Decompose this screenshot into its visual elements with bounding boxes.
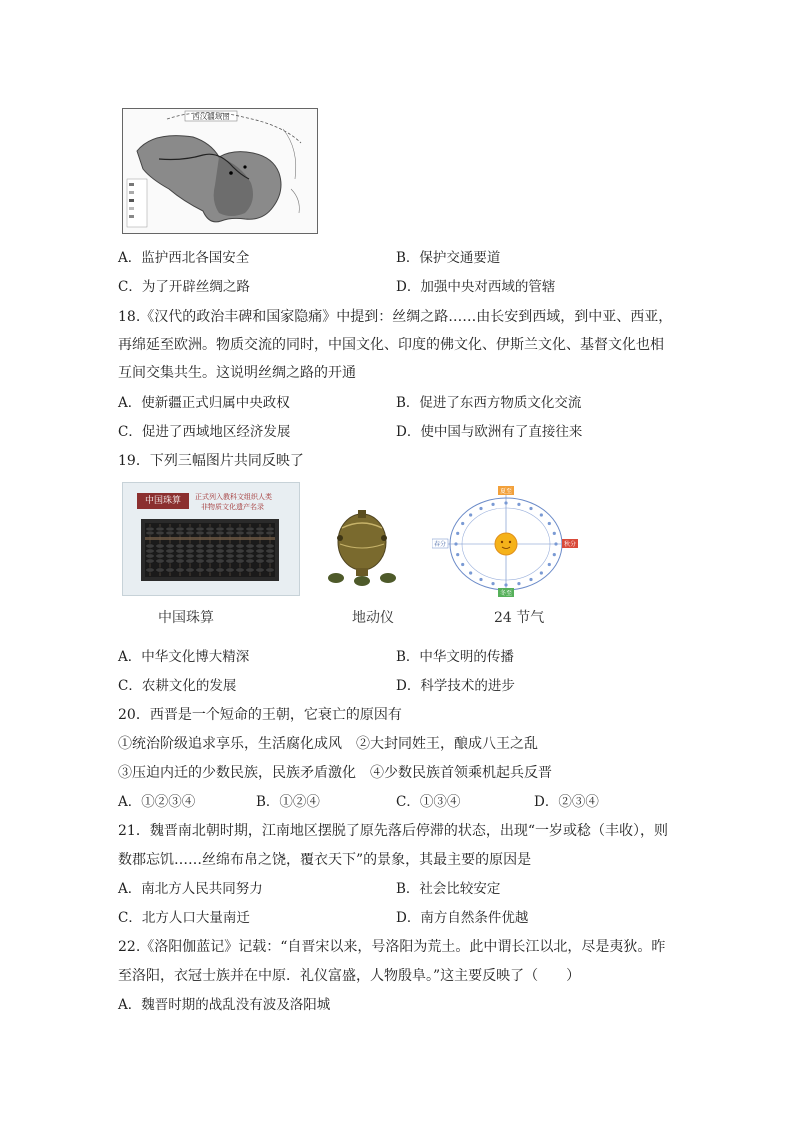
q19-stem: 19．下列三幅图片共同反映了 xyxy=(118,453,304,469)
q17-option-b: B．保护交通要道 xyxy=(396,250,501,266)
solar-label-right: 秋分 xyxy=(563,541,577,548)
q19-option-a: A．中华文化博大精深 xyxy=(118,649,250,665)
q20-option-c: C．①③④ xyxy=(396,794,461,810)
solar-label-left: 春分 xyxy=(433,541,447,548)
abacus-badge: 中国珠算 xyxy=(137,493,189,509)
q21-option-a: A．南北方人民共同努力 xyxy=(118,881,263,897)
q21-option-d: D．南方自然条件优越 xyxy=(396,910,529,926)
abacus-image xyxy=(122,482,300,596)
q21-stem-line-1: 21．魏晋南北朝时期，江南地区摆脱了原先落后停滞的状态，出现“一岁或稔（丰收），则 xyxy=(118,823,668,839)
seismograph-image xyxy=(318,504,406,588)
q20-option-d: D．②③④ xyxy=(534,794,599,810)
q22-stem-line-2: 至洛阳，衣冠士族并在中原．礼仪富盛，人物殷阜。”这主要反映了（ ） xyxy=(118,968,581,984)
q18-option-b: B．促进了东西方物质文化交流 xyxy=(396,395,582,411)
q18-stem-line-3: 互间交集共生。这说明丝绸之路的开通 xyxy=(118,365,356,381)
q21-stem-line-2: 数郡忘饥……丝绵布帛之饶，覆衣天下”的景象，其最主要的原因是 xyxy=(118,852,532,868)
solar-terms-image xyxy=(432,486,580,598)
q22-stem-line-1: 22.《洛阳伽蓝记》记载：“自晋宋以来，号洛阳为荒土。此中谓长江以北，尽是夷狄。昨 xyxy=(118,939,666,955)
q20-option-b: B．①②④ xyxy=(256,794,320,810)
q20-stem: 20．西晋是一个短命的王朝，它衰亡的原因有 xyxy=(118,707,402,723)
caption-solar-terms: 24 节气 xyxy=(494,610,545,626)
q18-stem-line-1: 18.《汉代的政治丰碑和国家隐痛》中提到：丝绸之路……由长安到西域，到中亚、西亚， xyxy=(118,309,673,325)
map-title: 西汉疆域图 xyxy=(192,112,230,121)
q22-option-a: A．魏晋时期的战乱没有波及洛阳城 xyxy=(118,997,331,1013)
q18-stem-line-2: 再绵延至欧洲。物质交流的同时，中国文化、印度的佛文化、伊斯兰文化、基督文化也相 xyxy=(118,337,664,353)
q17-option-c: C．为了开辟丝绸之路 xyxy=(118,279,250,295)
q20-statements-1: ①统治阶级追求享乐，生活腐化成风 ②大封同姓王，酿成八王之乱 xyxy=(118,736,538,752)
q17-option-a: A．监护西北各国安全 xyxy=(118,250,250,266)
q21-option-c: C．北方人口大量南迁 xyxy=(118,910,250,926)
han-territory-map xyxy=(122,108,318,234)
q18-option-d: D．使中国与欧洲有了直接往来 xyxy=(396,424,583,440)
q18-option-a: A．使新疆正式归属中央政权 xyxy=(118,395,290,411)
q18-option-c: C．促进了西域地区经济发展 xyxy=(118,424,291,440)
solar-label-top: 夏至 xyxy=(499,488,513,495)
caption-abacus: 中国珠算 xyxy=(158,610,214,626)
q21-option-b: B．社会比较安定 xyxy=(396,881,501,897)
abacus-banner-1: 正式列入教科文组织人类 xyxy=(195,493,272,501)
q19-option-b: B．中华文明的传播 xyxy=(396,649,514,665)
q19-option-d: D．科学技术的进步 xyxy=(396,678,515,694)
caption-seismograph: 地动仪 xyxy=(352,610,394,626)
q19-option-c: C．农耕文化的发展 xyxy=(118,678,237,694)
q20-option-a: A．①②③④ xyxy=(118,794,196,810)
abacus-banner-2: 非物质文化遗产名录 xyxy=(201,503,264,511)
solar-label-bottom: 冬至 xyxy=(499,590,513,597)
q17-option-d: D．加强中央对西域的管辖 xyxy=(396,279,556,295)
q20-statements-2: ③压迫内迁的少数民族，民族矛盾激化 ④少数民族首领乘机起兵反晋 xyxy=(118,765,552,781)
